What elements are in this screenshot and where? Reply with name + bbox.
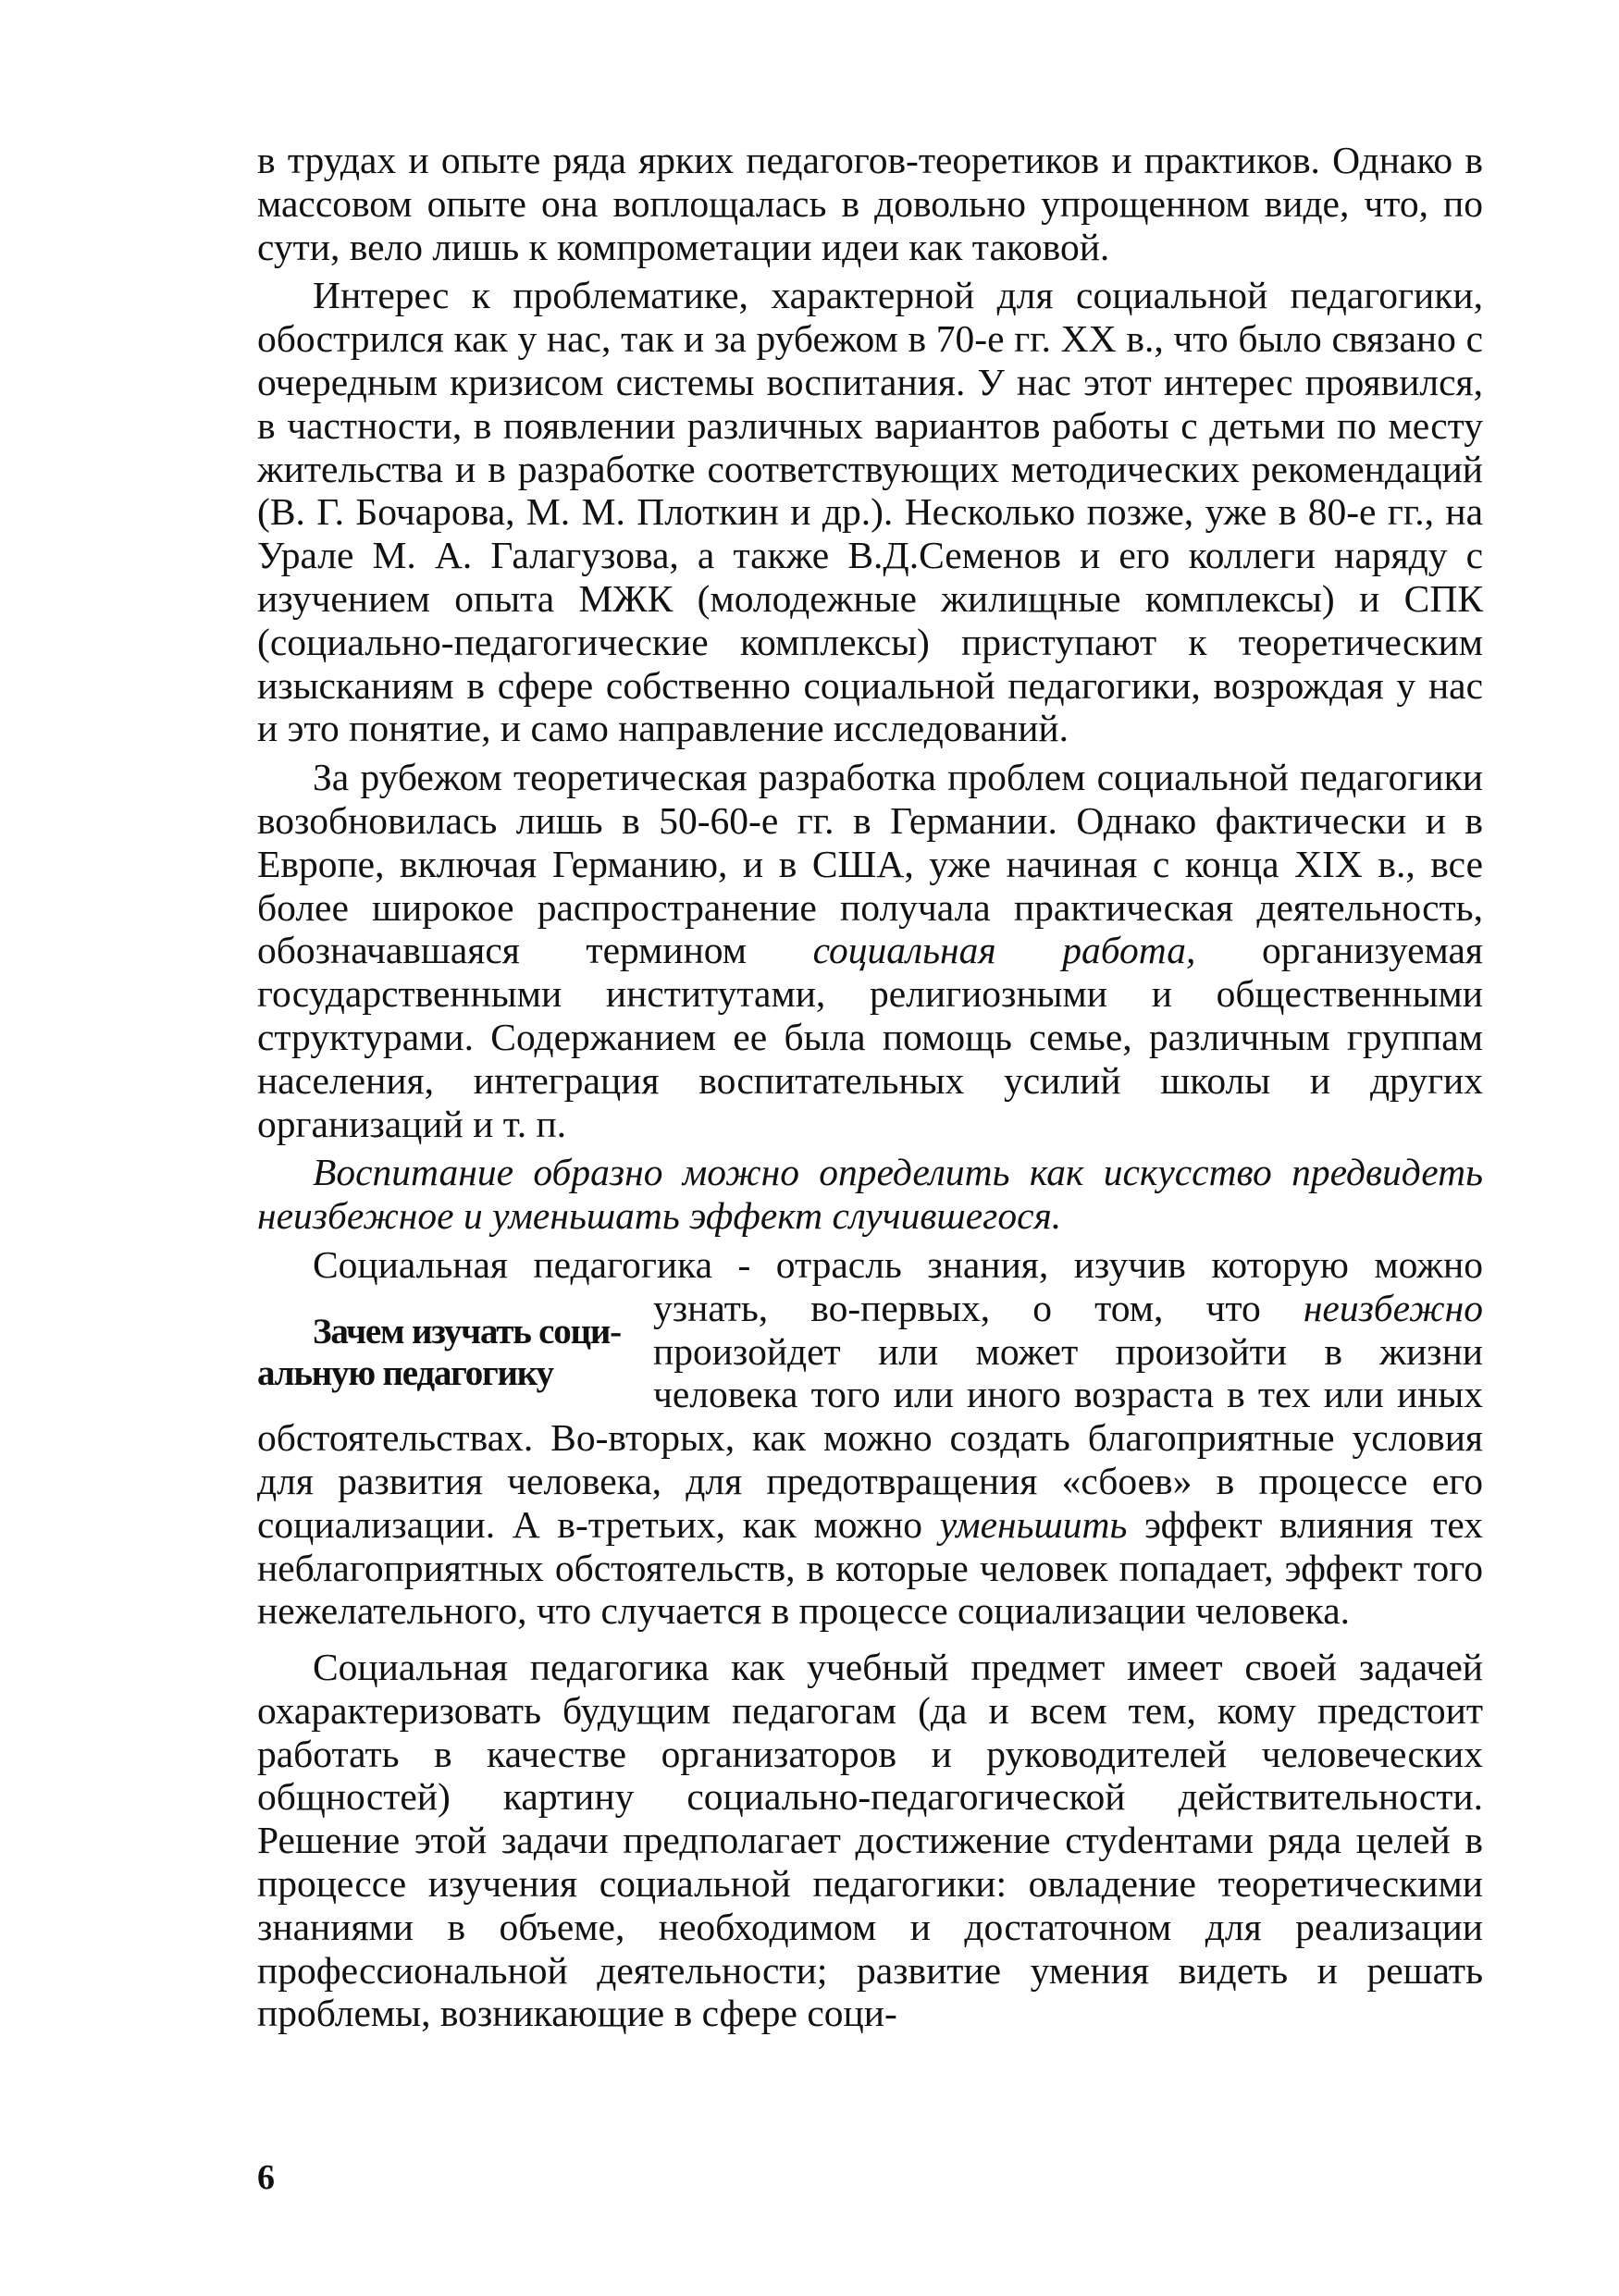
paragraph-definition-text-3: эффект влияния тех неблагоприятных обстоятельств, в которые человек попадает, эффект того нежелательного, что случается в процессе социализации человека. [257,1502,1483,1633]
paragraph-definition-text-1: Социальная педагогика - отрасль знания, изучив которую можно узнать, во-первых, о том, что [313,1242,1483,1329]
term-social-work: социальная работа, [812,929,1196,972]
sidebar-heading: Зачем изучать социальную педагогику [257,1311,623,1393]
italic-quote [257,1151,1483,1238]
paragraph-abroad [257,756,1483,1145]
term-reduce: уменьшить [939,1502,1128,1546]
paragraph-definition [257,1243,1483,1633]
paragraph-abroad-text-2: организуемая государственными институтами, религиозными и общественными структурами. Содержанием ее была помощь семье, различным группам населения, интеграция воспитательных усилий школы и других организаций и т. п. [257,929,1483,1145]
page-body [257,139,1483,2035]
paragraph-abroad-text-1: За рубежом теоретическая разработка проблем социальной педагогики возобновилась лишь в 50-60-е гг. в Германии. Однако фактически и в Европе, включая Германию, и в США, уже начиная с конца XIX в., все более широкое распространение получала практическая деятельность, обозначавшаяся термином [257,756,1483,972]
paragraph-interest: Интерес к проблематике, характерной для социальной педагогики, обострился как у нас, так и за рубежом в 70-е гг. XX в., что было связано с очередным кризисом системы воспитания. У нас этот интерес проявился, в частности, в появлении различных вариантов работы с детьми по месту жительства и в разработке соответствующих методических рекомендаций (В. Г. Бочарова, М. М. Плоткин и др.). Несколько позже, уже в 80-е гг., на Урале М. А. Галагузова, а также В.Д.Семенов и его коллеги наряду с изучением опыта МЖК (молодежные жилищные комплексы) и СПК (социально-педагогические комплексы) приступают к теоретическим изысканиям в сфере собственно социальной педагогики, возрождая у нас и это понятие, и само направление исследований. [257,274,1483,750]
page-number: 6 [257,2158,275,2197]
term-inevitably: неизбежно [1303,1286,1483,1329]
italic-quote-text: Воспитание образно можно определить как искусство предвидеть неизбежное и уменьшать эффект случившегося. [257,1151,1483,1238]
paragraph-definition-text-2: произойдет или может произойти в жизни человека того или иного возраста в тех или иных обстоятельствах. Во-вторых, как можно создать благоприятные условия для развития человека, для предотвращения «сбоев» в процессе его социализации. А в-третьих, как можно [257,1329,1483,1546]
paragraph-continuation: в трудах и опыте ряда ярких педагогов-теоретиков и практиков. Однако в массовом опыте она воплощалась в довольно упрощенном виде, что, по сути, вело лишь к компрометации идеи как таковой. [257,139,1483,268]
paragraph-subject: Социальная педагогика как учебный предмет имеет своей задачей охарактеризовать будущим педагогам (да и всем тем, кому предстоит работать в качестве организаторов и руководителей человеческих общностей) картину социально-педагогической действительности. Решение этой задачи предполагает достижение стуdентами ряда целей в процессе изучения социальной педагогики: овладение теоретическими знаниями в объеме, необходимом и достаточном для реализации профессиональной деятельности; развитие умения видеть и решать проблемы, возникающие в сфере соци- [257,1646,1483,2035]
